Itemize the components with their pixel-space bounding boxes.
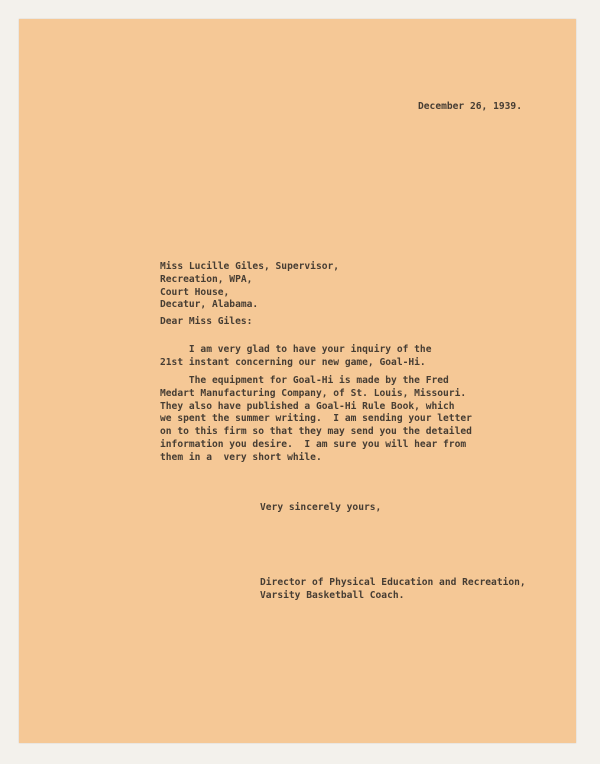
body-paragraph-1 (160, 344, 431, 370)
signature-block (260, 577, 526, 603)
address-line: Miss Lucille Giles, Supervisor, (160, 261, 340, 272)
body-paragraph-2 (160, 375, 472, 465)
salutation: Dear Miss Giles: (160, 316, 253, 327)
paragraph-line: on to this firm so that they may send you the detailed (160, 426, 472, 438)
paragraph-line: They also have published a Goal-Hi Rule Book, which (160, 400, 455, 412)
signature-line: Director of Physical Education and Recreation, (260, 577, 526, 588)
recipient-address (160, 261, 339, 312)
paragraph-line: Medart Manufacturing Company, of St. Louis, Missouri. (160, 387, 467, 399)
letter-page (19, 19, 576, 743)
address-line: Court House, (160, 286, 230, 298)
paragraph-line: I am very glad to have your inquiry of the (160, 344, 432, 355)
address-line: Decatur, Alabama. (160, 299, 259, 311)
letter-date: December 26, 1939. (418, 101, 522, 112)
paragraph-line: 21st instant concerning our new game, Goal-Hi. (160, 356, 426, 368)
paragraph-line: them in a very short while. (160, 451, 322, 463)
closing: Very sincerely yours, (260, 502, 382, 513)
signature-line: Varsity Basketball Coach. (260, 589, 405, 601)
address-line: Recreation, WPA, (160, 273, 253, 285)
paragraph-line: The equipment for Goal-Hi is made by the Fred (160, 375, 449, 386)
paragraph-line: information you desire. I am sure you will hear from (160, 438, 467, 450)
paragraph-line: we spent the summer writing. I am sending your letter (160, 413, 472, 425)
